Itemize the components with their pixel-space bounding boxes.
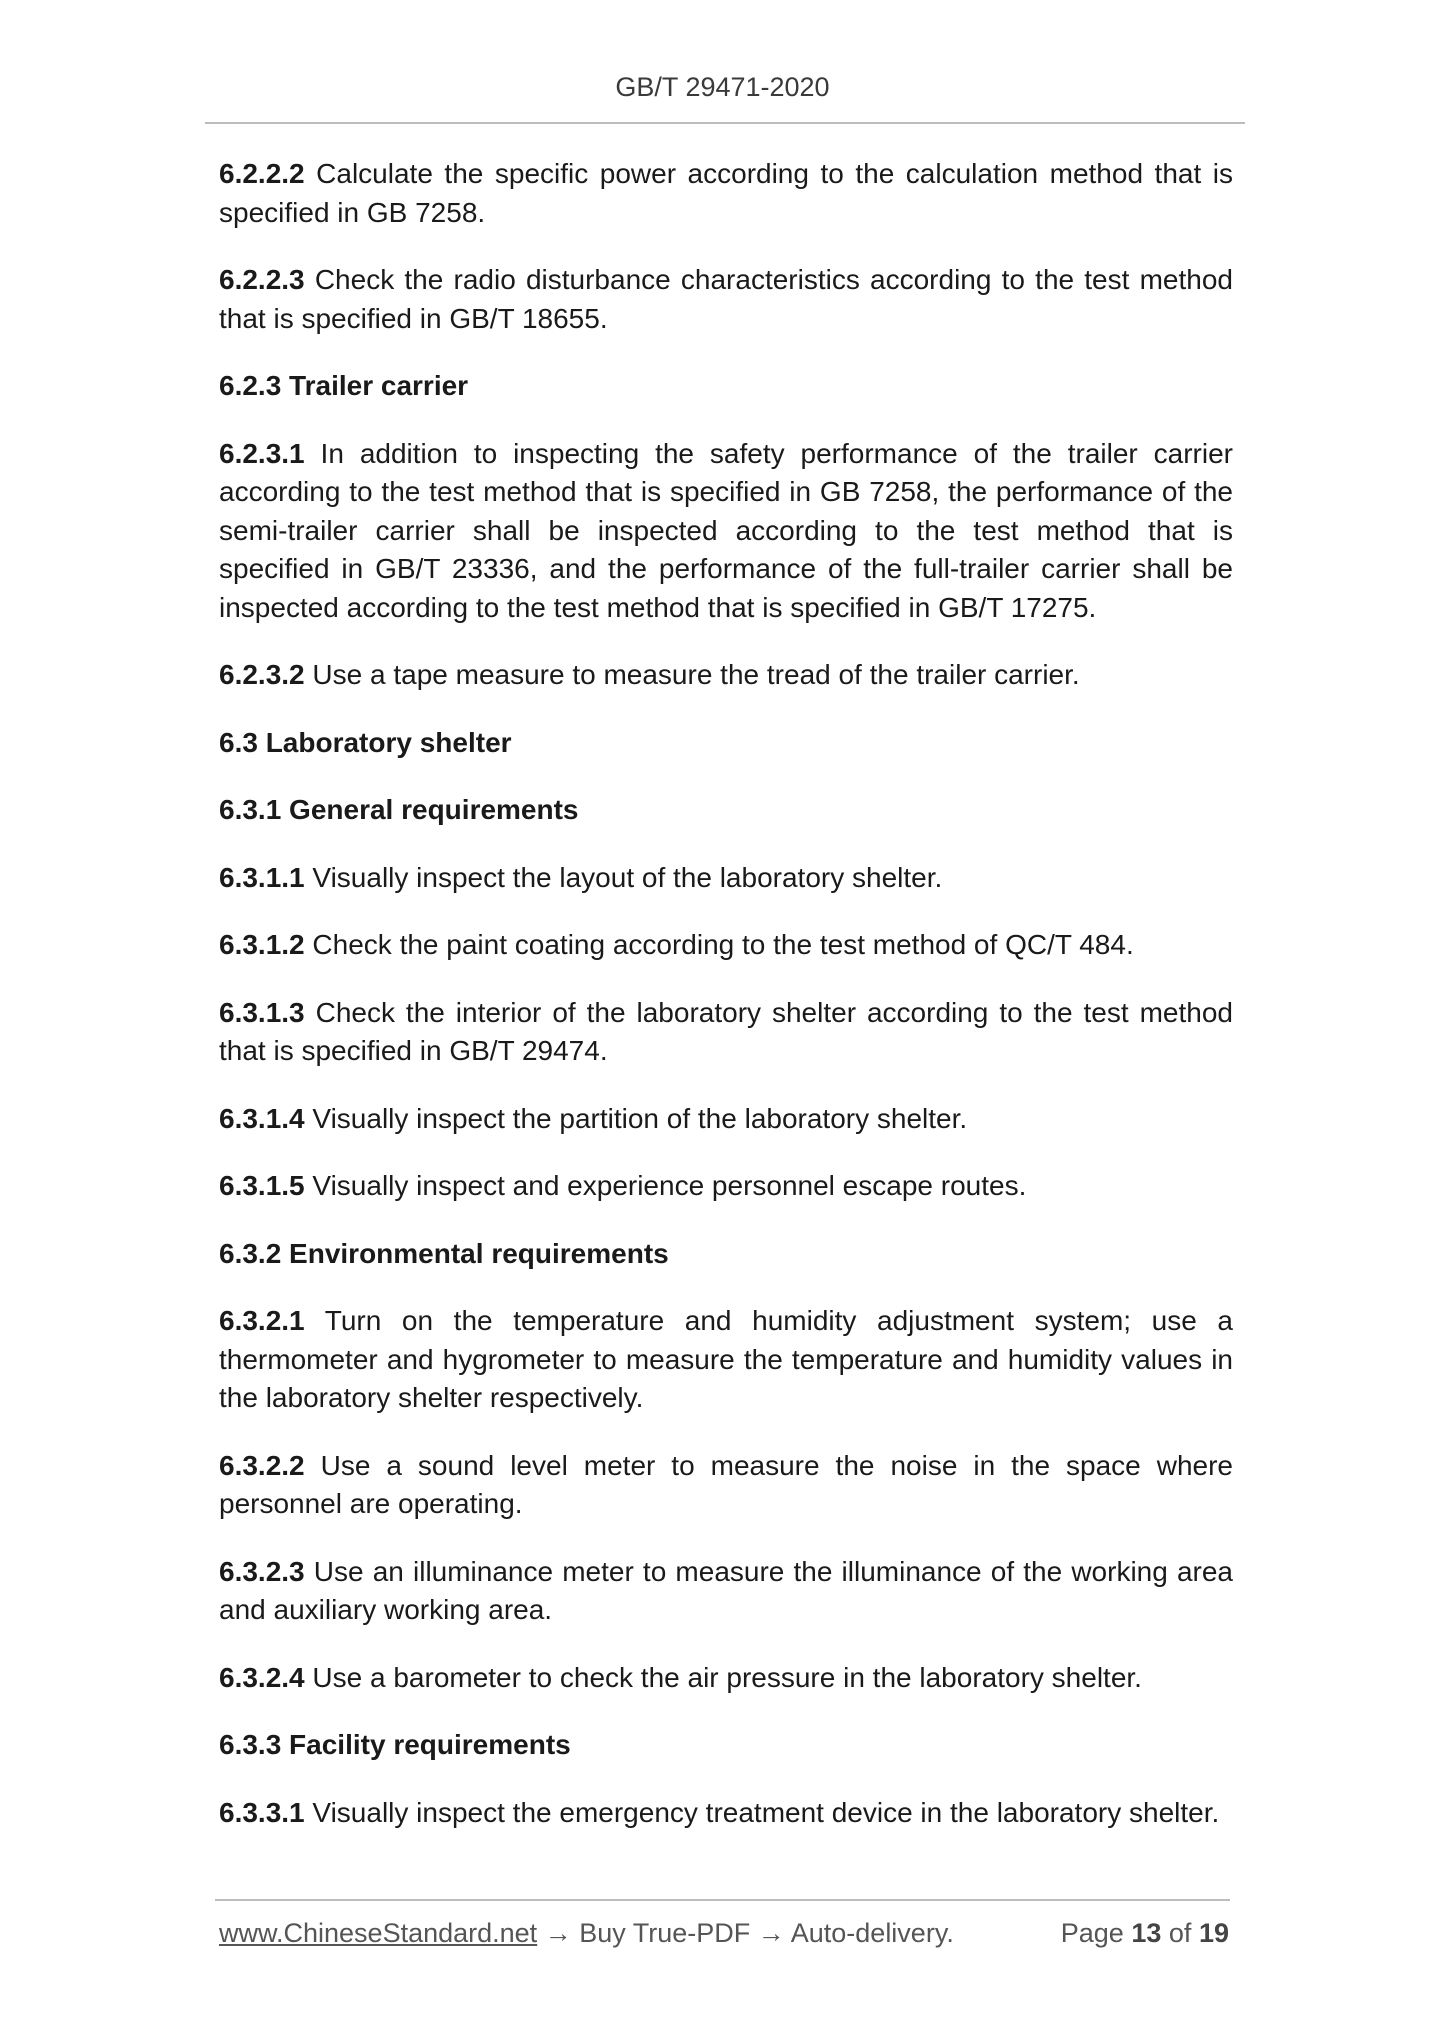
- section-heading: 6.2.3 Trailer carrier: [219, 370, 469, 401]
- clause-number: 6.3.1.1: [219, 861, 305, 893]
- clause-paragraph: [219, 1659, 1233, 1698]
- clause-number: 6.2.2.2: [219, 158, 305, 189]
- section-heading: 6.3 Laboratory shelter: [219, 726, 512, 758]
- clause-paragraph: [219, 1167, 1233, 1206]
- of-label: of: [1168, 1918, 1192, 1948]
- clause-number: 6.2.3.2: [219, 659, 305, 690]
- clause-text: Turn on the temperature and humidity adjustment system; use a thermometer and hygrometer to measure the temperature and humidity values in the laboratory shelter respectively.: [219, 1305, 1233, 1413]
- clause-text: Check the radio disturbance characteristics according to the test method that is specified in GB/T 18655.: [219, 264, 1233, 334]
- page-indicator: [1061, 1918, 1229, 1949]
- clause-number: 6.2.2.3: [219, 264, 305, 295]
- section-heading: 6.3.2 Environmental requirements: [219, 1237, 669, 1269]
- page-label: Page: [1060, 1918, 1124, 1948]
- clause-text: Visually inspect the layout of the laboratory shelter.: [304, 861, 943, 893]
- clause-paragraph: [219, 155, 1233, 232]
- page-total: 19: [1198, 1918, 1229, 1948]
- clause-number: 6.3.1.5: [219, 1170, 305, 1201]
- page-current: 13: [1131, 1918, 1162, 1948]
- page-footer: [219, 1918, 1229, 1949]
- clause-number: 6.3.1.3: [219, 996, 305, 1028]
- clause-number: 6.3.2.4: [219, 1661, 305, 1693]
- clause-paragraph: [219, 926, 1233, 965]
- clause-number: 6.3.2.1: [219, 1305, 305, 1336]
- header-divider: [205, 122, 1245, 124]
- footer-tagline: → Buy True-PDF → Auto-delivery.: [537, 1918, 954, 1948]
- section-heading: 6.3.3 Facility requirements: [219, 1729, 571, 1760]
- clause-text: Use an illuminance meter to measure the illuminance of the working area and auxiliary working area.: [219, 1555, 1233, 1625]
- clause-number: 6.3.1.2: [219, 929, 305, 960]
- clause-text: Visually inspect the partition of the laboratory shelter.: [304, 1102, 968, 1134]
- clause-paragraph: [219, 1794, 1233, 1833]
- clause-number: 6.3.1.4: [219, 1102, 305, 1134]
- section-heading: 6.3.1 General requirements: [219, 794, 579, 825]
- clause-text: Use a sound level meter to measure the noise in the space where personnel are operating.: [219, 1449, 1233, 1519]
- clause-number: 6.2.3.1: [219, 437, 305, 469]
- clause-number: 6.3.2.2: [219, 1449, 305, 1481]
- clause-paragraph: [219, 1553, 1233, 1630]
- clause-paragraph: [219, 1100, 1233, 1139]
- clause-paragraph: [219, 859, 1233, 898]
- clause-text: Check the paint coating according to the test method of QC/T 484.: [304, 929, 1134, 960]
- clause-paragraph: [219, 656, 1233, 695]
- clause-text: Use a tape measure to measure the tread of the trailer carrier.: [304, 659, 1080, 690]
- clause-text: Visually inspect and experience personnel escape routes.: [304, 1170, 1027, 1201]
- clause-paragraph: [219, 1447, 1233, 1524]
- clause-text: In addition to inspecting the safety performance of the trailer carrier according to the test method that is specified in GB 7258, the performance of the semi-trailer carrier shall be inspected according to the test method that is specified in GB/T 23336, and the performance of the full-trailer carrier shall be inspected according to the test method that is specified in GB/T 17275.: [219, 437, 1233, 623]
- website-link[interactable]: www.ChineseStandard.net: [219, 1918, 538, 1948]
- clause-text: Check the interior of the laboratory shelter according to the test method that is specified in GB/T 29474.: [219, 996, 1233, 1066]
- clause-paragraph: [219, 1302, 1233, 1418]
- clause-text: Use a barometer to check the air pressure in the laboratory shelter.: [304, 1661, 1142, 1693]
- clause-number: 6.3.3.1: [219, 1796, 305, 1828]
- clause-number: 6.3.2.3: [219, 1555, 305, 1587]
- footer-divider: [215, 1899, 1230, 1901]
- clause-text: Calculate the specific power according to the calculation method that is specified in GB 7258.: [219, 158, 1233, 228]
- clause-paragraph: [219, 994, 1233, 1071]
- clause-paragraph: [219, 261, 1233, 338]
- document-code: GB/T 29471-2020: [615, 72, 830, 102]
- clause-text: Visually inspect the emergency treatment device in the laboratory shelter.: [304, 1796, 1220, 1828]
- document-body: [219, 155, 1233, 1861]
- clause-paragraph: [219, 435, 1233, 628]
